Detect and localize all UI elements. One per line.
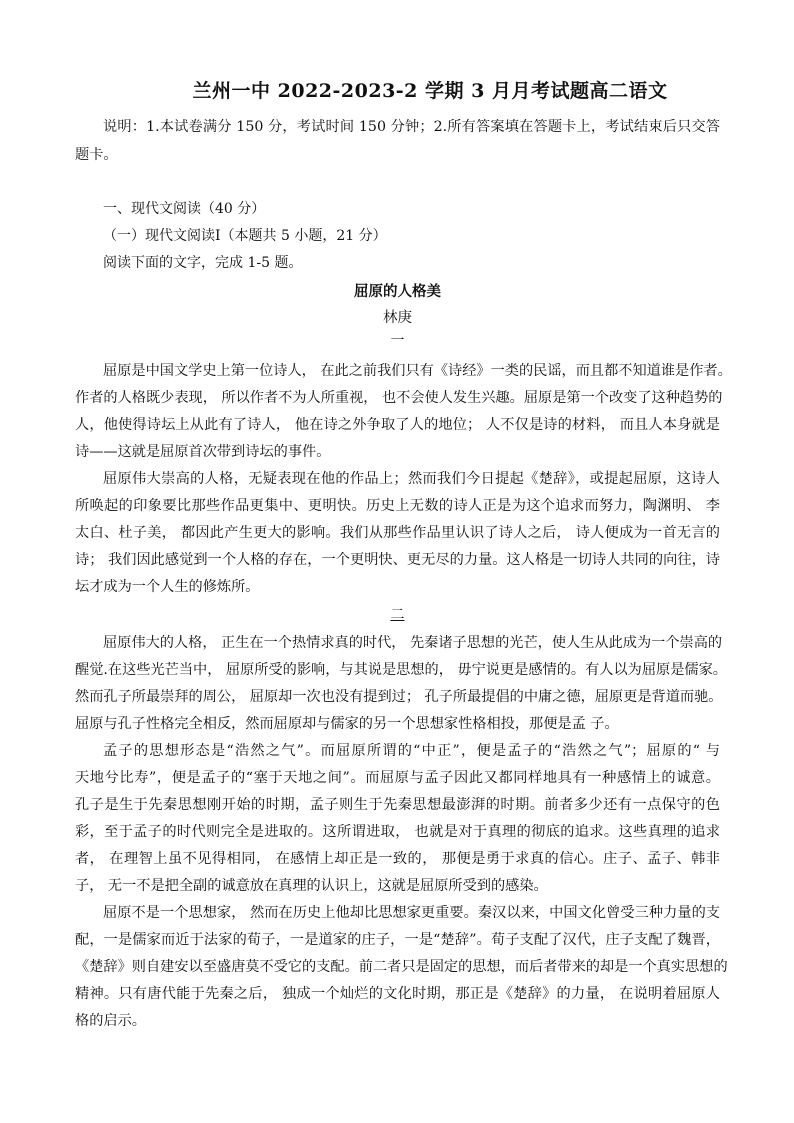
- paragraph-4-line-2: 天地兮比寿”，便是孟子的“塞于天地之间”。而屈原与孟子因此又都同样地具有一种感情上的诚意。: [75, 770, 720, 786]
- paragraph-1-line-2: 作者的人格既少表现， 所以作者不为人所重视， 也不会使人发生兴趣。屈原是第一个改变了这种趋势的: [75, 390, 723, 406]
- paragraph-4-line-6: 子， 无一不是把全副的诚意放在真理的认识上，这就是屈原所受到的感染。: [75, 878, 548, 894]
- paragraph-5-line-4: 精神。只有唐代能于先秦之后， 独成一个灿烂的文化时期，那正是《楚辞》的力量， 在说明着屈原人: [75, 986, 720, 1002]
- paragraph-2-line-1: 屈原伟大崇高的人格，无疑表现在他的作品上；然而我们今日提起《楚辞》，或提起屈原，这诗人: [103, 471, 720, 487]
- paragraph-4-line-5: 者， 在理智上虽不见得相同， 在感情上却正是一致的， 那便是勇于求真的信心。庄子、孟子、韩非: [75, 851, 720, 867]
- paragraph-2-line-2: 所唤起的印象要比那些作品更集中、更明快。历史上无数的诗人正是为这个追求而努力，陶渊明、 李: [75, 498, 720, 514]
- paragraph-5-line-3: 《楚辞》则自建安以至盛唐莫不受它的支配。前二者只是固定的思想，而后者带来的却是一个真实思想的: [75, 959, 728, 975]
- paragraph-4-line-4: 彩，至于孟子的时代则完全是进取的。这所谓进取， 也就是对于真理的彻底的追求。这些真理的追求: [75, 824, 720, 840]
- paragraph-1-line-3: 人，他使得诗坛上从此有了诗人， 他在诗之外争取了人的地位； 人不仅是诗的材料， 而且人本身就是: [75, 417, 720, 433]
- paragraph-2-line-4: 诗； 我们因此感觉到一个人格的存在，一个更明快、更无尽的力量。这人格是一切诗人共同的向往，诗: [75, 552, 720, 568]
- paragraph-2-line-5: 坛才成为一个人生的修炼所。: [75, 579, 260, 595]
- paragraph-2-line-3: 太白、杜子美， 都因此产生更大的影响。我们从那些作品里认识了诗人之后， 诗人便成为一首无言的: [75, 525, 720, 541]
- instructions-line-1: 说明：1.本试卷满分 150 分，考试时间 150 分钟；2.所有答案填在答题卡上，考试结束后只交答: [103, 119, 720, 135]
- part-one-mark: 一: [390, 333, 405, 349]
- part-two-mark: 二: [390, 607, 405, 623]
- paragraph-3-line-3: 然而孔子所最崇拜的周公， 屈原却一次也没有提到过； 孔子所最提倡的中庸之德，屈原更是背道而驰。: [75, 689, 723, 705]
- paragraph-3-line-2: 醒觉.在这些光芒当中， 屈原所受的影响，与其说是思想的， 毋宁说更是感情的。有人以为屈原是儒家。: [75, 662, 727, 678]
- reading-instruction: 阅读下面的文字，完成 1-5 题。: [103, 255, 303, 271]
- paragraph-5-line-2: 配，一是儒家而近于法家的荀子，一是道家的庄子，一是“楚辞”。荀子支配了汉代，庄子支配了魏晋，: [75, 932, 720, 948]
- paragraph-5-line-5: 格的启示。: [75, 1013, 146, 1029]
- article-title: 屈原的人格美: [354, 283, 441, 300]
- section-subheading: （一）现代文阅读Ⅰ（本题共 5 小题，21 分）: [103, 228, 387, 244]
- paragraph-3-line-4: 屈原与孔子性格完全相反，然而屈原却与儒家的另一个思想家性格相投，那便是孟 子。: [75, 716, 619, 732]
- section-heading: 一、现代文阅读（40 分）: [103, 201, 266, 217]
- article-author: 林庚: [383, 310, 412, 326]
- paragraph-1-line-1: 屈原是中国文学史上第一位诗人， 在此之前我们只有《诗经》一类的民谣，而且都不知道谁是作者。: [103, 363, 732, 379]
- instructions-line-2: 题卡。: [75, 147, 118, 163]
- paragraph-3-line-1: 屈原伟大的人格， 正生在一个热情求真的时代， 先秦诸子思想的光芒，使人生从此成为一个崇高的: [103, 635, 723, 651]
- paragraph-4-line-1: 孟子的思想形态是“浩然之气”。而屈原所谓的“中正”，便是孟子的“浩然之气”；屈原的“ 与: [103, 743, 720, 759]
- paragraph-4-line-3: 孔子是生于先秦思想刚开始的时期，孟子则生于先秦思想最澎湃的时期。前者多少还有一点保守的色: [75, 797, 720, 813]
- paragraph-1-line-4: 诗——这就是屈原首次带到诗坛的事件。: [75, 444, 331, 460]
- paragraph-5-line-1: 屈原不是一个思想家， 然而在历史上他却比思想家更重要。秦汉以来，中国文化曾受三种力量的支: [103, 905, 720, 921]
- exam-title: 兰州一中 2022-2023-2 学期 3 月月考试题高二语文: [192, 80, 668, 102]
